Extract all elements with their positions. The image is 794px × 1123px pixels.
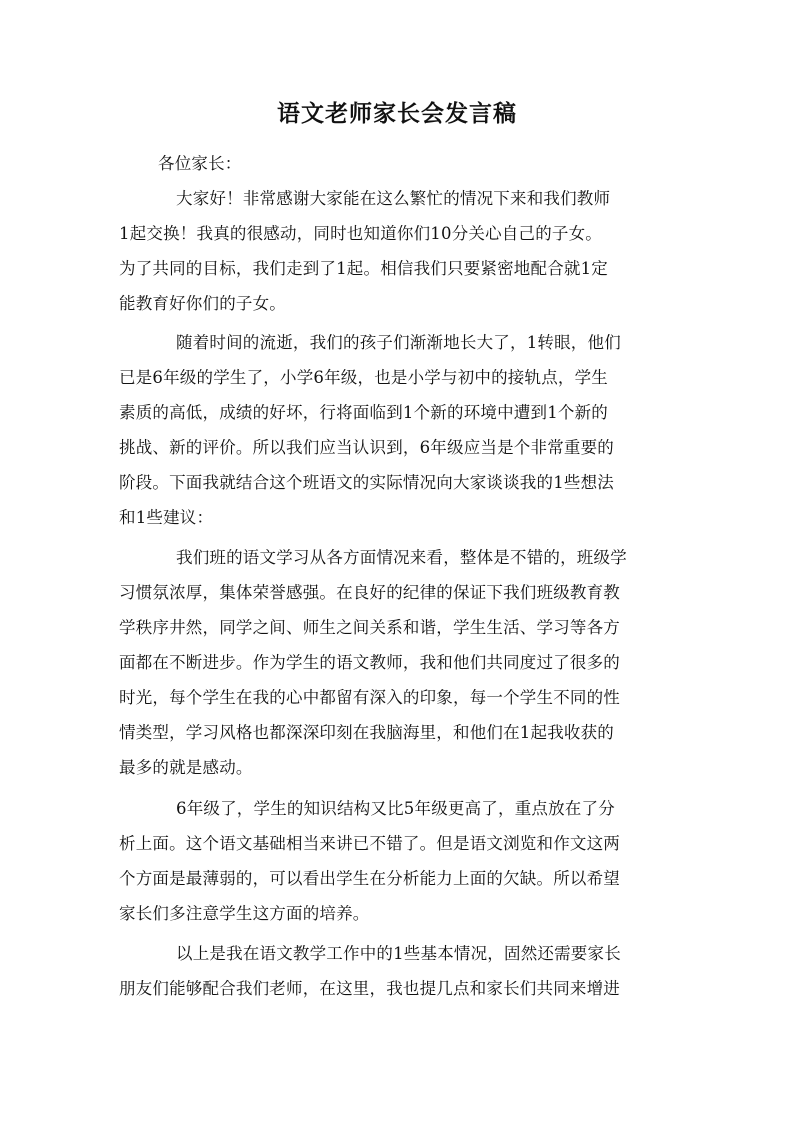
paragraph-line: 阶段。下面我就结合这个班语文的实际情况向大家谈谈我的1些想法 xyxy=(119,473,614,492)
paragraph-line: 我们班的语文学习从各方面情况来看，整体是不错的，班级学 xyxy=(176,548,627,567)
paragraph-line: 家长们多注意学生这方面的培养。 xyxy=(119,904,370,923)
paragraph-line: 随着时间的流逝，我们的孩子们渐渐地长大了，1转眼，他们 xyxy=(176,333,621,352)
paragraph-line: 大家好！非常感谢大家能在这么繁忙的情况下来和我们教师 xyxy=(176,189,611,208)
greeting: 各位家长： xyxy=(158,154,242,173)
paragraph-line: 和1些建议： xyxy=(119,508,214,527)
paragraph-line: 习惯氛浓厚，集体荣誉感强。在良好的纪律的保证下我们班级教育教 xyxy=(119,583,620,602)
paragraph-line: 以上是我在语文教学工作中的1些基本情况，固然还需要家长 xyxy=(176,944,621,963)
paragraph-line: 1起交换！我真的很感动，同时也知道你们10分关心自己的子女。 xyxy=(119,224,602,243)
paragraph-line: 能教育好你们的子女。 xyxy=(119,294,286,313)
paragraph-line: 学秩序井然，同学之间、师生之间关系和谐，学生生活、学习等各方 xyxy=(119,618,620,637)
paragraph-line: 为了共同的目标，我们走到了1起。相信我们只要紧密地配合就1定 xyxy=(119,259,608,278)
paragraph-line: 6年级了，学生的知识结构又比5年级更高了，重点放在了分 xyxy=(176,799,615,818)
paragraph-line: 素质的高低，成绩的好坏，行将面临到1个新的环境中遭到1个新的 xyxy=(119,403,608,422)
paragraph-line: 析上面。这个语文基础相当来讲已不错了。但是语文浏览和作文这两 xyxy=(119,834,620,853)
paragraph-line: 情类型，学习风格也都深深印刻在我脑海里，和他们在1起我收获的 xyxy=(119,723,614,742)
paragraph-line: 朋友们能够配合我们老师，在这里，我也提几点和家长们共同来增进 xyxy=(119,979,620,998)
paragraph-line: 挑战、新的评价。所以我们应当认识到，6年级应当是个非常重要的 xyxy=(119,438,614,457)
paragraph-line: 最多的就是感动。 xyxy=(119,758,253,777)
paragraph-line: 面都在不断进步。作为学生的语文教师，我和他们共同度过了很多的 xyxy=(119,653,620,672)
document-title: 语文老师家长会发言稿 xyxy=(277,100,517,127)
paragraph-line: 已是6年级的学生了，小学6年级，也是小学与初中的接轨点，学生 xyxy=(119,368,608,387)
paragraph-line: 时光，每个学生在我的心中都留有深入的印象，每一个学生不同的性 xyxy=(119,688,620,707)
paragraph-line: 个方面是最薄弱的，可以看出学生在分析能力上面的欠缺。所以希望 xyxy=(119,869,620,888)
